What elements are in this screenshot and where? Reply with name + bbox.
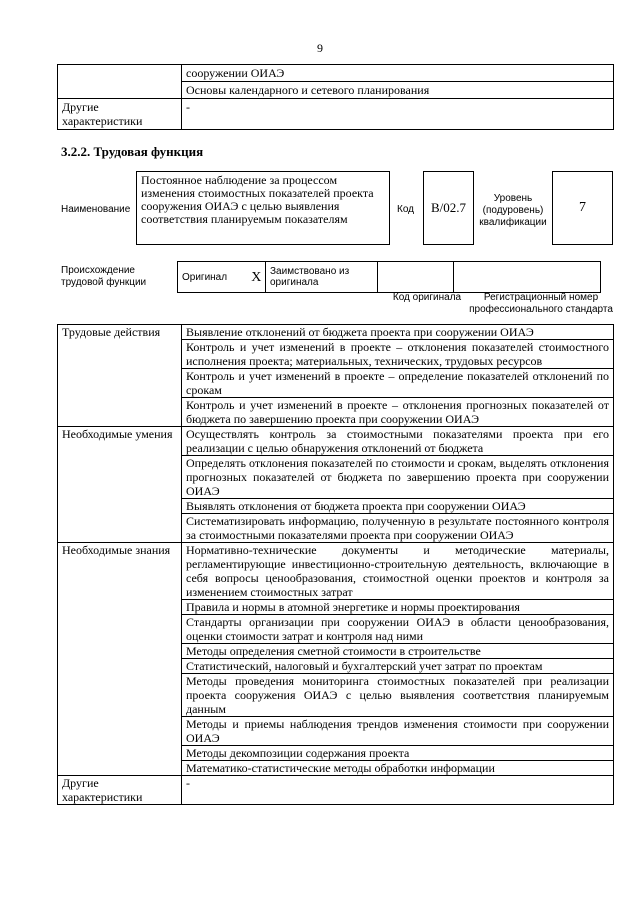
table-row <box>178 262 601 293</box>
section-title: 3.2.2. Трудовая функция <box>61 144 204 159</box>
group-item: Контроль и учет изменений в проекте – отклонения прогнозных показателей от бюджета по завершению проекта при сооружении ОИАЭ <box>182 398 614 427</box>
table-row <box>58 543 614 600</box>
group-item: - <box>182 776 614 805</box>
row-label <box>58 82 182 99</box>
group-item: Методы и приемы наблюдения трендов изменения стоимости при сооружении ОИАЭ <box>182 717 614 746</box>
table-row <box>58 99 614 130</box>
table-row <box>58 427 614 456</box>
origin-regnum-cell <box>454 262 601 293</box>
code-caption: Код оригинала <box>392 292 462 303</box>
function-code: В/02.7 <box>423 171 474 245</box>
group-item: Контроль и учет изменений в проекте – определение показателей отклонений по срокам <box>182 369 614 398</box>
group-item: Правила и нормы в атомной энергетике и нормы проектирования <box>182 600 614 615</box>
group-item: Выявление отклонений от бюджета проекта при сооружении ОИАЭ <box>182 325 614 340</box>
table-row <box>58 65 614 82</box>
group-item: Стандарты организации при сооружении ОИАЭ в области ценообразования, оценки стоимости затрат и контроля над ними <box>182 615 614 644</box>
level-label: Уровень (подуровень) квалификации <box>479 193 547 228</box>
group-item: Определять отклонения показателей по стоимости и срокам, выделять отклонения прогнозных показателей от бюджета по завершению проекта при сооружении ОИАЭ <box>182 456 614 499</box>
main-table <box>57 324 614 805</box>
group-item: Математико-статистические методы обработки информации <box>182 761 614 776</box>
origin-table <box>177 261 601 293</box>
function-name: Постоянное наблюдение за процессом изменения стоимостных показателей проекта сооружения ОИАЭ с целью выявления соответствия планируемым показателям <box>136 171 390 245</box>
row-value: - <box>182 99 614 130</box>
group-item: Выявлять отклонения от бюджета проекта при сооружении ОИАЭ <box>182 499 614 514</box>
group-item: Методы декомпозиции содержания проекта <box>182 746 614 761</box>
group-item: Методы определения сметной стоимости в строительстве <box>182 644 614 659</box>
group-label: Другие характеристики <box>58 776 182 805</box>
origin-mark: X <box>248 262 266 293</box>
row-value: сооружении ОИАЭ <box>182 65 614 82</box>
table-row <box>58 776 614 805</box>
group-item: Методы проведения мониторинга стоимостных показателей при реализации проекта сооружения ОИАЭ с целью выявления соответствия планируемым данным <box>182 674 614 717</box>
origin-code-cell <box>378 262 454 293</box>
origin-original: Оригинал <box>178 262 248 293</box>
row-label <box>58 65 182 82</box>
origin-label: Происхождение трудовой функции <box>61 265 147 288</box>
page-number: 9 <box>317 41 323 55</box>
group-item: Статистический, налоговый и бухгалтерский учет затрат по проектам <box>182 659 614 674</box>
name-label: Наименование <box>61 204 131 215</box>
group-item: Осуществлять контроль за стоимостными показателями проекта при его реализации с целью обнаружения отклонений от бюджета <box>182 427 614 456</box>
code-label: Код <box>397 204 415 215</box>
group-label: Необходимые знания <box>58 543 182 776</box>
row-value: Основы календарного и сетевого планирования <box>182 82 614 99</box>
group-item: Систематизировать информацию, полученную в результате постоянного контроля за стоимостными показателями проекта при сооружении ОИАЭ <box>182 514 614 543</box>
row-label: Другие характеристики <box>58 99 182 130</box>
origin-borrowed: Заимствовано из оригинала <box>266 262 378 293</box>
group-label: Трудовые действия <box>58 325 182 427</box>
continuation-table <box>57 64 614 130</box>
regnum-caption: Регистрационный номер профессионального стандарта <box>469 292 613 315</box>
group-label: Необходимые умения <box>58 427 182 543</box>
group-item: Контроль и учет изменений в проекте – отклонения показателей стоимостного исполнения проекта; материальных, технических, трудовых ресурсов <box>182 340 614 369</box>
table-row <box>58 325 614 340</box>
qualification-level: 7 <box>552 171 613 245</box>
group-item: Нормативно-технические документы и методические материалы, регламентирующие инвестиционно-строительную деятельность, включающие в себя вопросы ценообразования, стоимостной оценки проектов и контроля за изменением стоимостных затрат <box>182 543 614 600</box>
table-row <box>58 82 614 99</box>
